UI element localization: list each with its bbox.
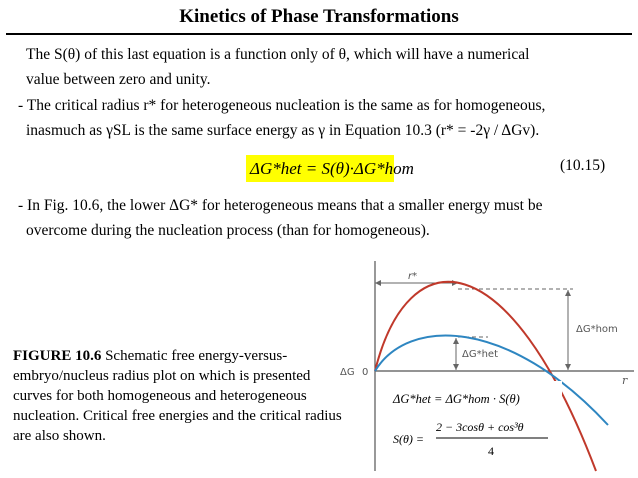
title-divider (6, 33, 632, 35)
figure-caption (13, 346, 353, 446)
paragraph-line: - In Fig. 10.6, the lower ΔG* for heterogeneous means that a smaller energy must be (18, 197, 543, 214)
equation-number: (10.15) (560, 157, 606, 174)
s-theta-numerator: 2 − 3cosθ + cos³θ (436, 420, 524, 434)
paragraph-stheta (26, 42, 529, 92)
r-star-arrow-left (375, 280, 381, 286)
paragraph-line: The S(θ) of this last equation is a function only of θ, which will have a numerical (26, 46, 530, 63)
paragraph-fig-10-6 (18, 193, 543, 243)
dg-het-label: ΔG*het (462, 349, 499, 360)
y-axis-label: ΔG (340, 367, 355, 378)
paragraph-critical-radius (18, 93, 545, 143)
paragraph-line: overcome during the nucleation process (than for homogeneous). (26, 222, 430, 239)
x-axis-label: r (622, 374, 628, 387)
caption-text: Schematic free energy-versus-embryo/nucleus radius plot on which is presented curves for both homogeneous and heterogeneous nucleation. Critical free energies and the critical radius are also shown. (13, 348, 342, 444)
equation-10-15: ΔG*het = S(θ)·ΔG*hom (250, 159, 414, 178)
free-energy-graph (338, 257, 638, 475)
slide-title: Kinetics of Phase Transformations (179, 6, 459, 27)
figure-equation-1: ΔG*het = ΔG*hom · S(θ) (393, 392, 520, 406)
paragraph-line: - The critical radius r* for heterogeneous nucleation is the same as for homogeneous, (18, 97, 546, 114)
r-star-label: r* (408, 271, 418, 282)
paragraph-line: inasmuch as γSL is the same surface energy as γ in Equation 10.3 (r* = -2γ / ΔGv). (26, 122, 540, 139)
origin-label: 0 (362, 367, 369, 378)
figure-label: FIGURE 10.6 (13, 348, 102, 364)
s-theta-lhs: S(θ) = (393, 432, 424, 446)
paragraph-line: value between zero and unity. (26, 71, 211, 88)
s-theta-denominator: 4 (488, 444, 494, 458)
dg-hom-label: ΔG*hom (576, 324, 618, 335)
